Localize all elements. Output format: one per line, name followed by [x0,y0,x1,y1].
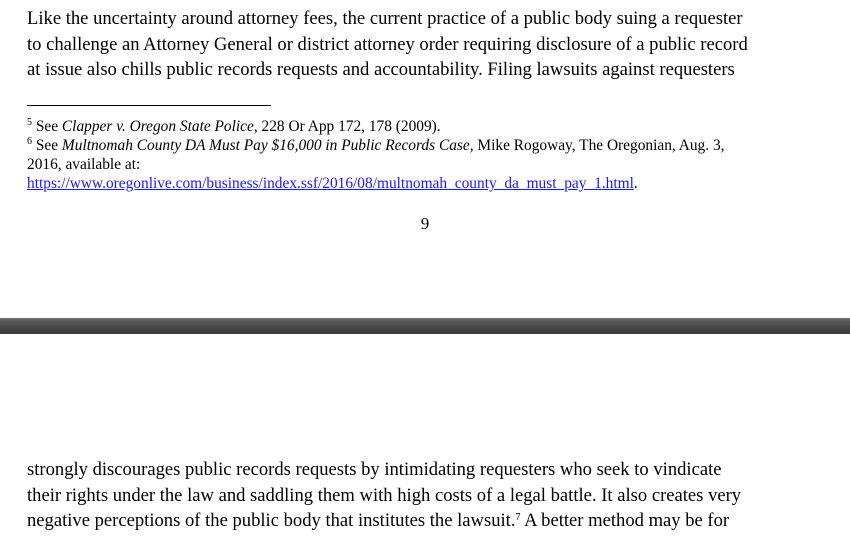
footnote-5-prefix: See [32,118,62,135]
footnote-5-citation: , 228 Or App 172, 178 (2009). [253,118,441,135]
page-number: 9 [420,214,430,233]
footnote-marker-6: 6 [27,136,32,147]
footnote-5-case-name: Clapper v. Oregon State Police [61,118,254,135]
footnote-6-line-2: 2016, available at: [27,156,141,173]
footnote-6-prefix: See [32,137,62,154]
footnote-6 [27,136,827,155]
footnote-separator [27,105,271,106]
body-line-4: strongly discourages public records requests by intimidating requesters who seek to vindicate [27,459,722,480]
footnote-6-url-period: . [633,175,638,192]
body-line-1: Like the uncertainty around attorney fees, the current practice of a public body suing a requester [27,8,743,29]
document-page-10 [0,334,850,537]
footnote-6-line-3 [27,174,827,193]
body-line-6 [27,508,827,534]
page-separator [0,318,850,334]
body-line-5: their rights under the law and saddling them with high costs of a legal battle. It also creates very [27,484,742,506]
footnote-6-article-title: Multnomah County DA Must Pay $16,000 in Public Records Case, [61,137,474,154]
body-line-6-continued: A better method may be for [520,510,730,531]
footnote-marker-5: 5 [27,117,32,128]
body-paragraph-top [27,6,827,83]
footnotes [27,117,827,193]
body-line-6-text: negative perceptions of the public body that institutes the lawsuit. [27,510,516,531]
footnote-6-author-source: Mike Rogoway, The Oregonian, Aug. 3, [473,137,725,154]
body-line-3: at issue also chills public records requests and accountability. Filing lawsuits against requesters [27,59,735,80]
body-paragraph-bottom [27,457,827,534]
footnote-ref-7[interactable]: 7 [515,512,521,523]
body-line-2: to challenge an Attorney General or district attorney order requiring disclosure of a public record [27,33,748,55]
footnote-5 [27,117,827,136]
footnote-6-url-link[interactable]: https://www.oregonlive.com/business/index.ssf/2016/08/multnomah_county_da_must_pay_1.html [27,175,634,192]
